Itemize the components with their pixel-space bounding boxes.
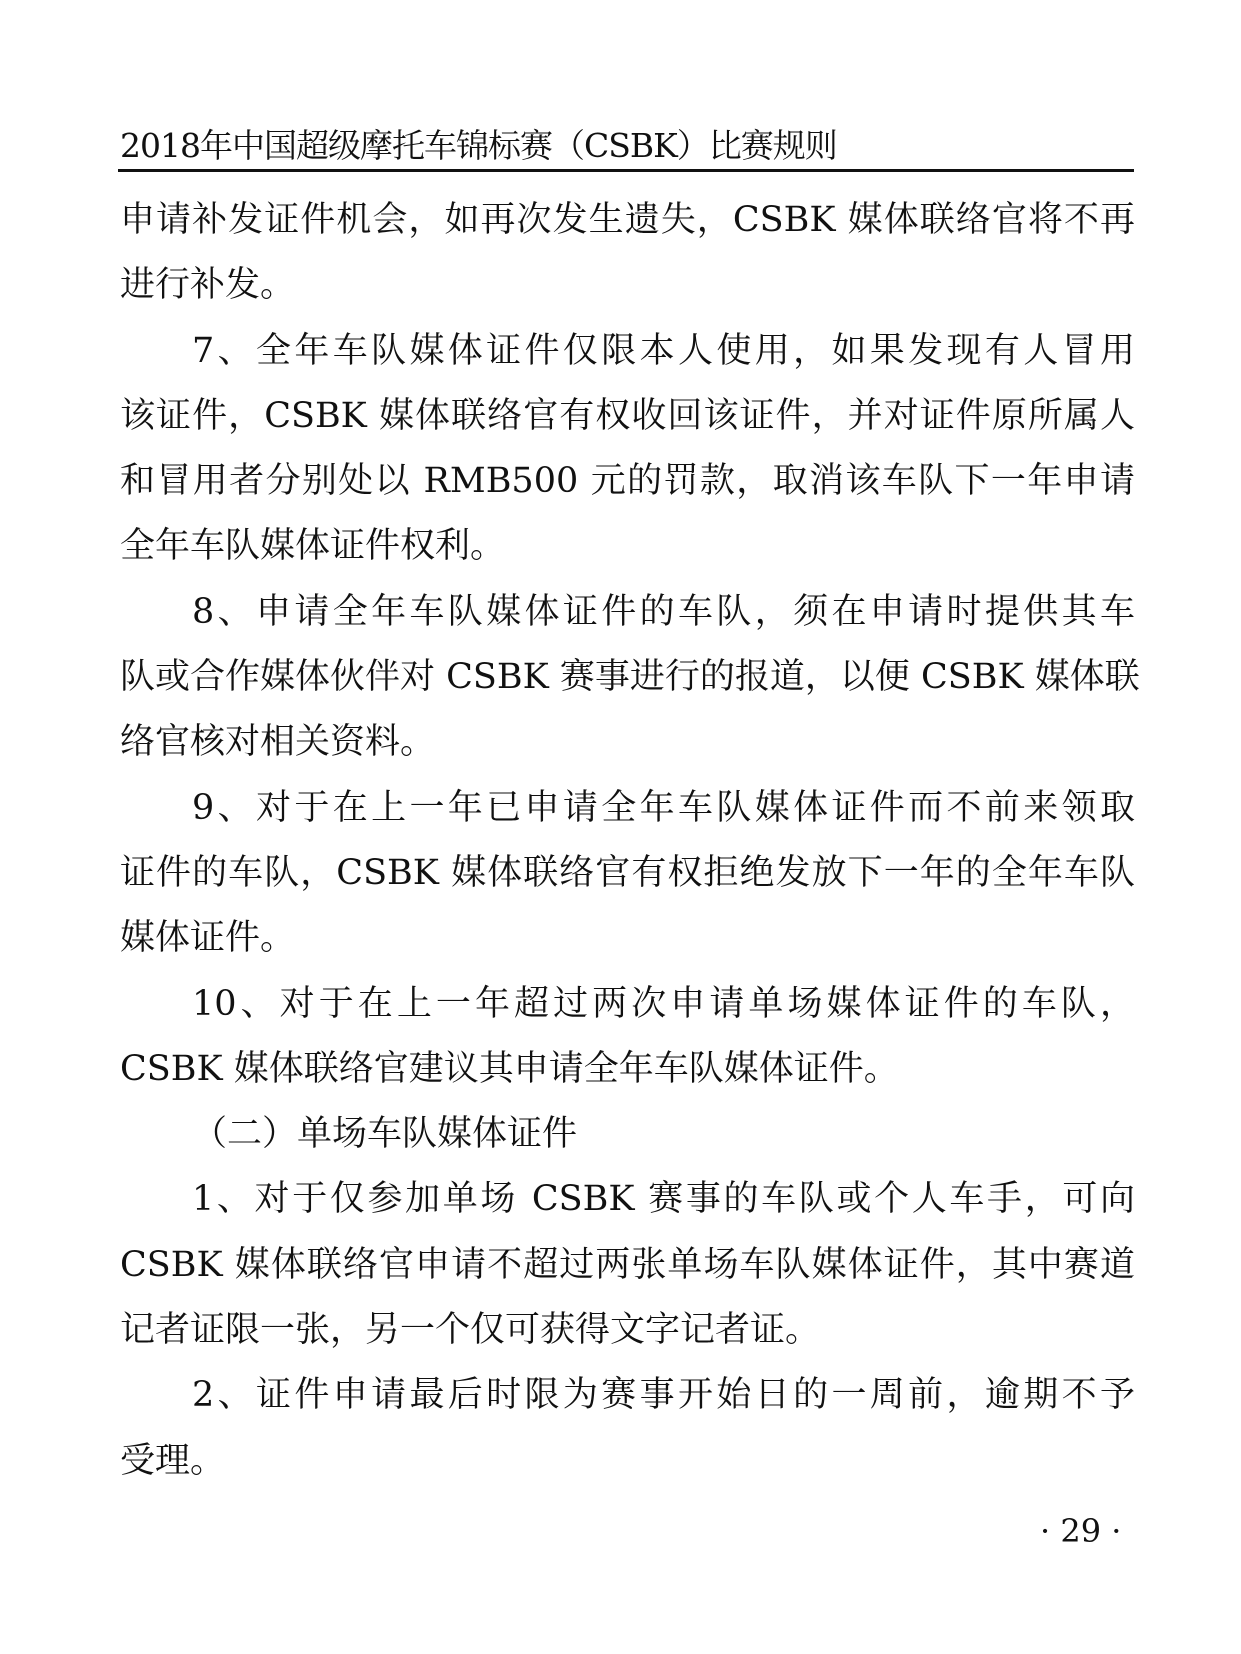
paragraph: [120, 1363, 1135, 1494]
paragraph: [120, 972, 1135, 1103]
text-line: 8、申请全年车队媒体证件的车队，须在申请时提供其车: [192, 591, 1135, 632]
page-number: · 29 ·: [1040, 1512, 1122, 1550]
paragraph: [120, 1167, 1135, 1363]
running-header: 2018年中国超级摩托车锦标赛（CSBK）比赛规则: [120, 126, 837, 165]
text-line: CSBK 媒体联络官建议其申请全年车队媒体证件。: [120, 1048, 899, 1089]
text-line: 受理。: [120, 1440, 226, 1481]
text-line: 全年车队媒体证件权利。: [120, 526, 506, 567]
text-line: 和冒用者分别处以 RMB500 元的罚款，取消该车队下一年申请: [120, 461, 1135, 502]
text-line: 10、对于在上一年超过两次申请单场媒体证件的车队，: [192, 983, 1135, 1024]
text-line: 该证件，CSBK 媒体联络官有权收回该证件，并对证件原所属人: [120, 395, 1135, 436]
text-line: （二）单场车队媒体证件: [192, 1114, 578, 1155]
text-line: 队或合作媒体伙伴对 CSBK 赛事进行的报道，以便 CSBK 媒体联: [120, 657, 1140, 698]
text-line: 2、证件申请最后时限为赛事开始日的一周前，逾期不予: [192, 1375, 1135, 1416]
text-line: 络官核对相关资料。: [120, 722, 436, 763]
text-line: 1、对于仅参加单场 CSBK 赛事的车队或个人车手，可向: [192, 1179, 1135, 1220]
paragraph: [120, 580, 1140, 776]
paragraph: [120, 319, 1135, 580]
text-line: 记者证限一张，另一个仅可获得文字记者证。: [120, 1310, 821, 1351]
text-line: 申请补发证件机会，如再次发生遗失，CSBK 媒体联络官将不再: [120, 200, 1135, 240]
text-line: 证件的车队，CSBK 媒体联络官有权拒绝发放下一年的全年车队: [120, 852, 1135, 893]
paragraph: [120, 776, 1135, 972]
text-line: 9、对于在上一年已申请全年车队媒体证件而不前来领取: [192, 787, 1135, 828]
text-line: 进行补发。: [120, 265, 296, 306]
paragraph: [120, 188, 1135, 319]
header-divider: [118, 169, 1134, 172]
paragraph: [120, 1102, 1135, 1167]
text-line: 7、全年车队媒体证件仅限本人使用，如果发现有人冒用: [192, 330, 1135, 371]
text-line: CSBK 媒体联络官申请不超过两张单场车队媒体证件，其中赛道: [120, 1244, 1135, 1285]
text-line: 媒体证件。: [120, 918, 296, 959]
document-body: [120, 188, 1140, 1494]
